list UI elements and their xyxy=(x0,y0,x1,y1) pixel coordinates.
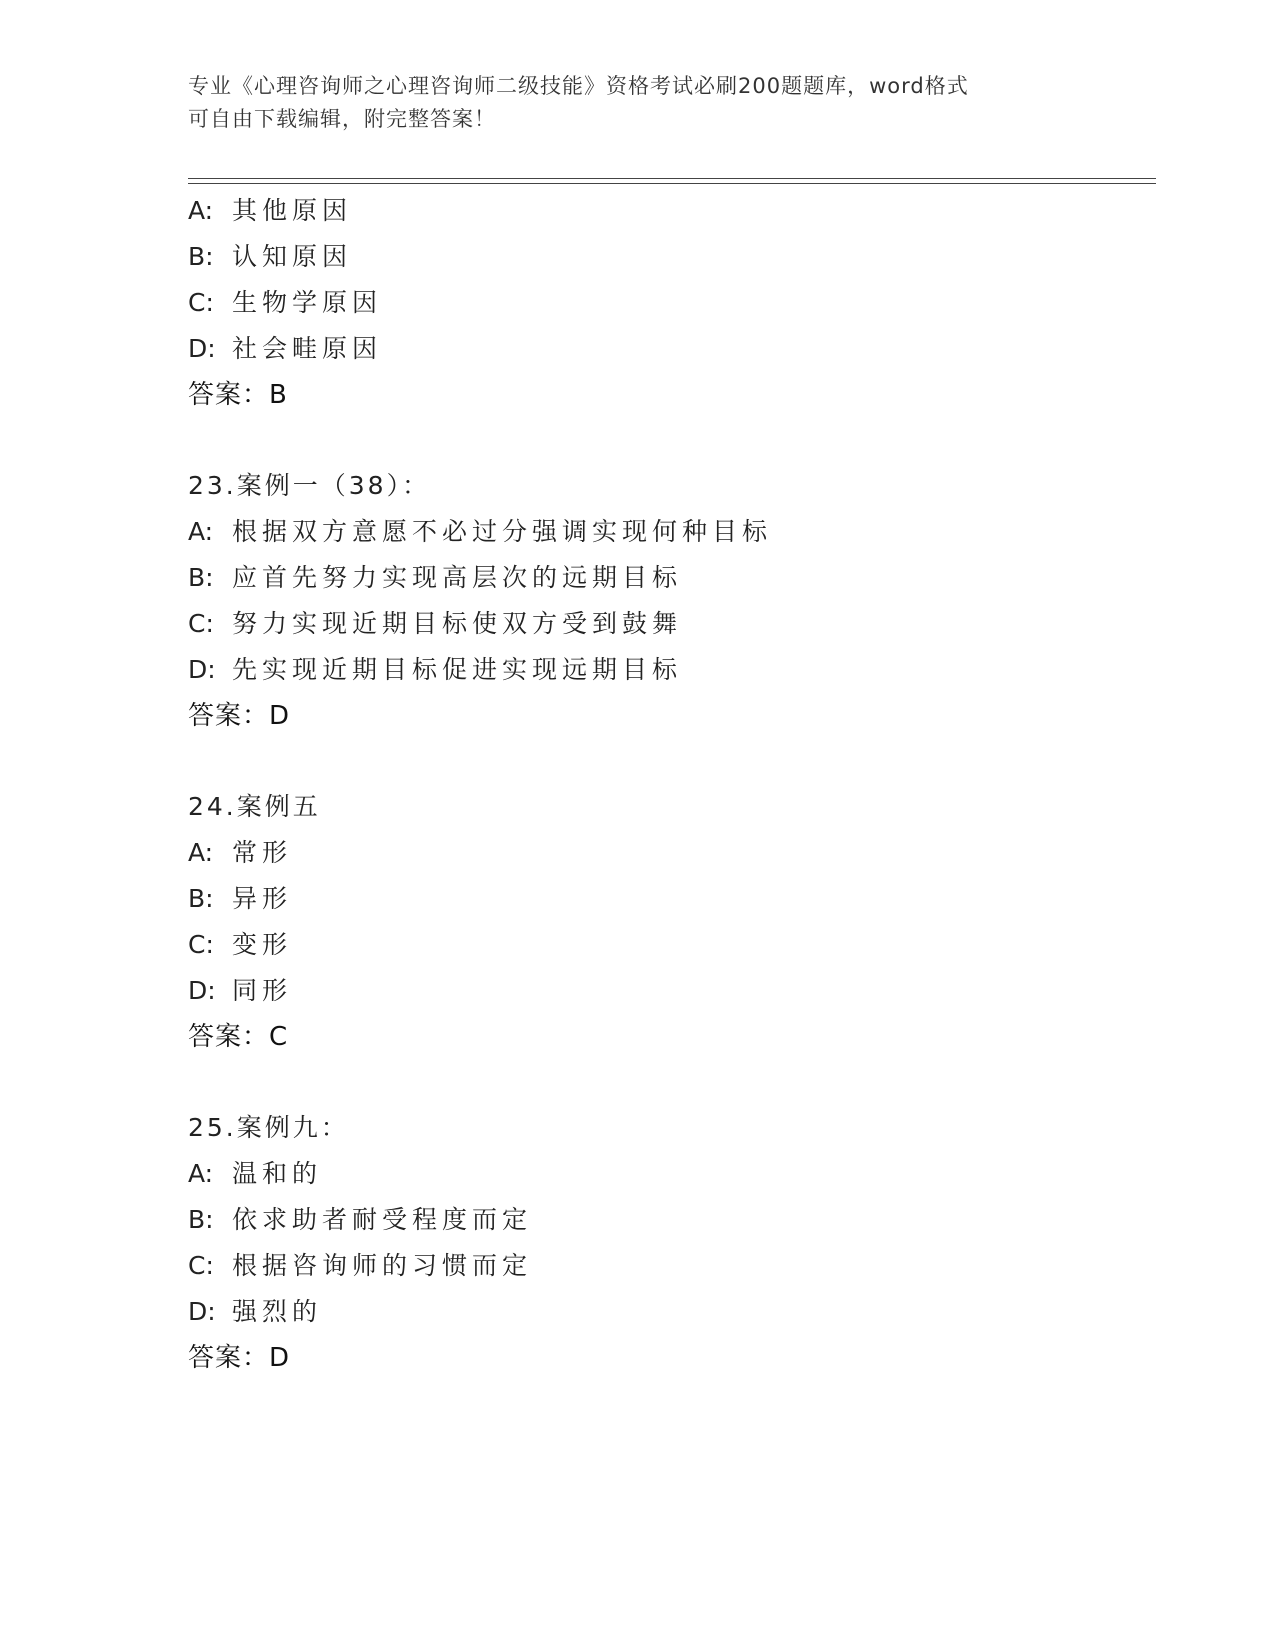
option-d xyxy=(188,1289,1156,1335)
option-text: 社会畦原因 xyxy=(232,334,383,363)
option-text: 认知原因 xyxy=(232,242,353,271)
option-c xyxy=(188,601,1156,647)
header-line-2: 可自由下载编辑，附完整答案！ xyxy=(188,107,496,131)
option-letter: A: xyxy=(188,517,214,546)
option-b xyxy=(188,876,1156,922)
option-letter: B: xyxy=(188,1205,214,1234)
answer-line: 答案：D xyxy=(188,701,291,731)
option-letter: D: xyxy=(188,655,216,684)
option-letter: A: xyxy=(188,196,214,225)
option-text: 根据咨询师的习惯而定 xyxy=(232,1251,533,1280)
option-b xyxy=(188,234,1156,280)
option-letter: B: xyxy=(188,563,214,592)
option-b xyxy=(188,1197,1156,1243)
option-a xyxy=(188,188,1156,234)
option-letter: D: xyxy=(188,976,216,1005)
option-text: 变形 xyxy=(232,930,293,959)
option-text: 温和的 xyxy=(232,1159,323,1188)
option-letter: C: xyxy=(188,930,214,959)
question-23 xyxy=(188,463,1156,739)
option-a xyxy=(188,830,1156,876)
option-text: 根据双方意愿不必过分强调实现何种目标 xyxy=(232,517,773,546)
spacer xyxy=(188,1060,1156,1105)
question-list xyxy=(188,188,1156,1381)
option-c xyxy=(188,922,1156,968)
question-title: 24.案例五 xyxy=(188,792,321,821)
header-rule-bottom xyxy=(188,183,1156,184)
option-letter: C: xyxy=(188,288,214,317)
option-letter: C: xyxy=(188,609,214,638)
option-letter: B: xyxy=(188,884,214,913)
answer-line: 答案：C xyxy=(188,1022,289,1052)
option-text: 常形 xyxy=(232,838,293,867)
option-text: 努力实现近期目标使双方受到鼓舞 xyxy=(232,609,683,638)
spacer xyxy=(188,739,1156,784)
answer-line: 答案：D xyxy=(188,1343,291,1373)
option-d xyxy=(188,326,1156,372)
option-a xyxy=(188,1151,1156,1197)
question-25 xyxy=(188,1105,1156,1381)
spacer xyxy=(188,418,1156,463)
option-letter: B: xyxy=(188,242,214,271)
document-header xyxy=(188,70,1088,136)
option-letter: D: xyxy=(188,334,216,363)
option-letter: C: xyxy=(188,1251,214,1280)
option-letter: A: xyxy=(188,1159,214,1188)
option-text: 同形 xyxy=(232,976,293,1005)
option-b xyxy=(188,555,1156,601)
question-title: 23.案例一（38）： xyxy=(188,471,431,500)
option-d xyxy=(188,968,1156,1014)
option-c xyxy=(188,1243,1156,1289)
header-rule-top xyxy=(188,178,1156,179)
answer-line: 答案：B xyxy=(188,380,288,410)
option-a xyxy=(188,509,1156,555)
option-letter: A: xyxy=(188,838,214,867)
question-title: 25.案例九： xyxy=(188,1113,349,1142)
header-line-1: 专业《心理咨询师之心理咨询师二级技能》资格考试必刷200题题库，word格式 xyxy=(188,74,969,98)
option-text: 先实现近期目标促进实现远期目标 xyxy=(232,655,683,684)
question-24 xyxy=(188,784,1156,1060)
option-letter: D: xyxy=(188,1297,216,1326)
option-text: 异形 xyxy=(232,884,293,913)
option-text: 其他原因 xyxy=(232,196,353,225)
option-text: 生物学原因 xyxy=(232,288,383,317)
option-text: 强烈的 xyxy=(232,1297,323,1326)
option-text: 应首先努力实现高层次的远期目标 xyxy=(232,563,683,592)
question-22-tail xyxy=(188,188,1156,418)
option-text: 依求助者耐受程度而定 xyxy=(232,1205,533,1234)
option-d xyxy=(188,647,1156,693)
option-c xyxy=(188,280,1156,326)
